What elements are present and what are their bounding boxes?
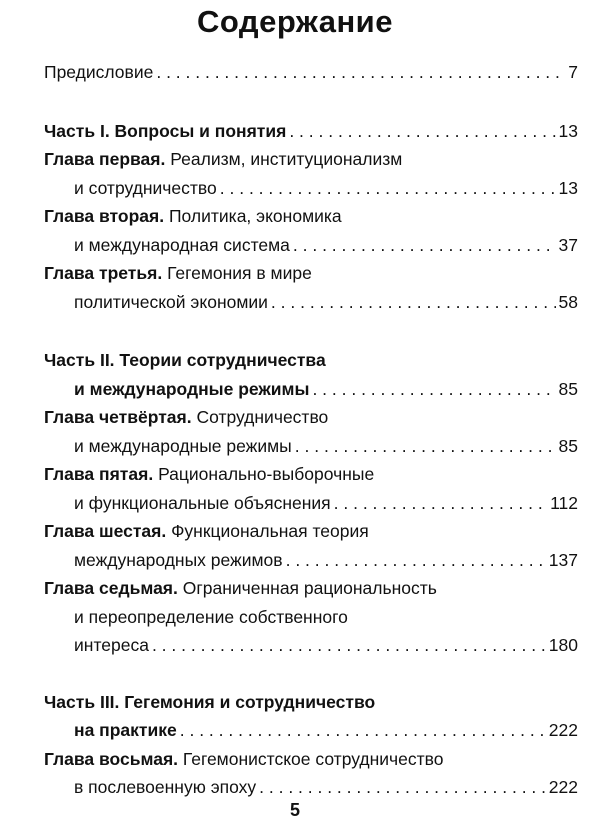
toc-part-heading: Часть II. Теории сотрудничества <box>44 350 326 370</box>
toc-entry-preface <box>44 58 578 87</box>
toc-chapter-label: Глава первая. <box>44 149 166 169</box>
toc-entry-chapter-3 <box>44 259 578 316</box>
toc-entry-title-cont: в послевоенную эпоху <box>74 777 257 797</box>
toc-entry-title-cont: и международные режимы <box>74 435 292 456</box>
toc-entry-title: Ограниченная рациональность <box>182 578 437 598</box>
leader-dots <box>271 288 556 317</box>
toc-part-heading: Часть I. Вопросы и понятия <box>44 120 287 141</box>
leader-dots <box>293 231 556 260</box>
toc-chapter-label: Глава вторая. <box>44 206 165 226</box>
toc-chapter-label: Глава пятая. <box>44 464 154 484</box>
leader-dots <box>156 58 565 87</box>
toc-entry-chapter-7 <box>44 574 578 660</box>
toc-entry-title-cont: интереса <box>74 635 149 655</box>
table-of-contents <box>44 58 578 802</box>
page-folio: 5 <box>289 800 300 820</box>
toc-entry-title-cont: политической экономии <box>74 291 268 312</box>
leader-dots <box>312 375 555 404</box>
toc-entry-title-cont: и международная система <box>74 234 290 255</box>
toc-entry-title-cont: и переопределение собственного <box>74 606 348 627</box>
toc-page-number: 58 <box>558 291 578 312</box>
toc-entry-title-cont: и сотрудничество <box>74 177 217 198</box>
toc-entry-title: Предисловие <box>44 62 154 82</box>
leader-dots <box>295 432 556 461</box>
toc-entry-chapter-6 <box>44 517 578 574</box>
toc-entry-part-3 <box>44 688 578 745</box>
leader-dots <box>180 716 546 745</box>
leader-dots <box>152 631 546 660</box>
toc-page-number: 7 <box>568 62 578 82</box>
toc-chapter-label: Глава четвёртая. <box>44 407 192 427</box>
toc-entry-chapter-2 <box>44 202 578 259</box>
toc-page-number: 37 <box>558 234 578 255</box>
toc-chapter-label: Глава третья. <box>44 263 163 283</box>
page-title: Содержание <box>197 4 393 39</box>
toc-entry-title: Политика, экономика <box>168 206 342 226</box>
leader-dots <box>289 117 555 146</box>
toc-entry-chapter-1 <box>44 145 578 202</box>
toc-page-number: 137 <box>548 549 578 570</box>
toc-entry-title: Гегемонистское сотрудничество <box>182 748 444 769</box>
toc-chapter-label: Глава седьмая. <box>44 578 178 598</box>
leader-dots <box>334 489 547 518</box>
toc-entry-title: Реализм, институционализм <box>170 149 403 169</box>
toc-entry-title: Сотрудничество <box>196 407 329 427</box>
toc-page-number: 13 <box>558 177 578 198</box>
toc-chapter-label: Глава восьмая. <box>44 748 179 769</box>
toc-entry-title-cont: международных режимов <box>74 549 283 570</box>
toc-entry-title: Рационально-выборочные <box>158 464 375 484</box>
leader-dots <box>259 773 546 802</box>
toc-entry-part-2 <box>44 346 578 403</box>
toc-entry-chapter-5 <box>44 460 578 517</box>
toc-page-number: 13 <box>558 120 578 141</box>
toc-part-heading-cont: и международные режимы <box>74 378 310 399</box>
leader-dots <box>220 174 556 203</box>
toc-page-number: 222 <box>548 720 578 740</box>
toc-page-number: 112 <box>550 492 578 513</box>
toc-entry-chapter-4 <box>44 403 578 460</box>
toc-part-heading: Часть III. Гегемония и сотрудничество <box>44 691 376 712</box>
toc-page-number: 180 <box>548 635 578 655</box>
toc-page-number: 85 <box>558 435 578 456</box>
toc-chapter-label: Глава шестая. <box>44 521 167 541</box>
toc-page-number: 85 <box>558 378 578 399</box>
toc-entry-chapter-8 <box>44 745 578 802</box>
toc-part-heading-cont: на практике <box>74 720 177 740</box>
toc-entry-title: Функциональная теория <box>171 521 369 541</box>
toc-entry-title: Гегемония в мире <box>167 263 312 283</box>
toc-entry-part-1 <box>44 117 578 146</box>
toc-page-number: 222 <box>548 777 578 797</box>
toc-entry-title-cont: и функциональные объяснения <box>74 492 331 513</box>
leader-dots <box>286 546 546 575</box>
